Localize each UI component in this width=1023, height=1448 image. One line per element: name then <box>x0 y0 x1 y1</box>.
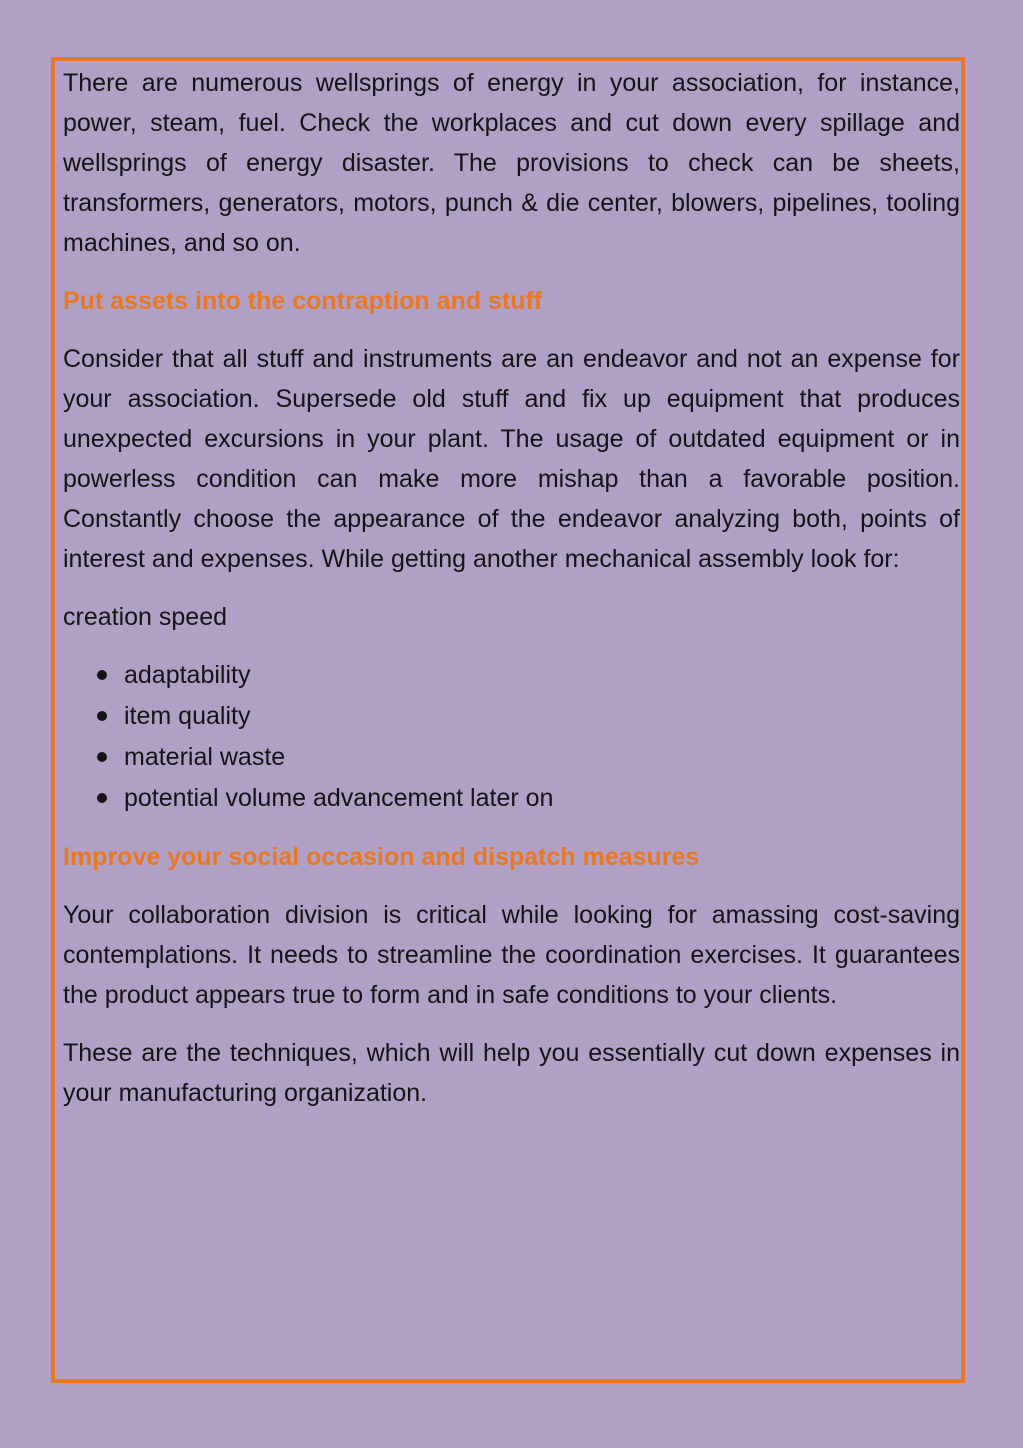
list-item-text: item quality <box>124 702 251 730</box>
bullet-dot-icon <box>97 670 107 680</box>
closing-paragraph: These are the techniques, which will help you essentially cut down expenses in your manufacturing organization. <box>63 1039 960 1107</box>
equipment-paragraph: Consider that all stuff and instruments are an endeavor and not an expense for your association. Supersede old stuff and fix up equipment that produces unexpected excursions in your plant. The usage of outdated equipment or in powerless condition can make more mishap than a favorable position. Constantly choose the appearance of the endeavor analyzing both, points of interest and expenses. While getting another mechanical assembly look for: <box>63 345 960 573</box>
lead-item-creation-speed: creation speed <box>63 603 228 631</box>
list-item-text: material waste <box>124 743 286 771</box>
list-item-text: potential volume advancement later on <box>124 784 554 812</box>
bullet-list <box>63 655 960 819</box>
section-heading-dispatch: Improve your social occasion and dispatch measures <box>63 843 700 871</box>
dispatch-paragraph: Your collaboration division is critical while looking for amassing cost-saving contemplations. It needs to streamline the coordination exercises. It guarantees the product appears true to form and in safe conditions to your clients. <box>63 901 960 1009</box>
intro-paragraph: There are numerous wellsprings of energy in your association, for instance, power, steam, fuel. Check the workplaces and cut down every spillage and wellsprings of energy disaster. The provisions to check can be sheets, transformers, generators, motors, punch & die center, blowers, pipelines, tooling machines, and so on. <box>63 69 960 257</box>
list-item-text: adaptability <box>124 661 251 689</box>
bullet-dot-icon <box>97 711 107 721</box>
list-item <box>63 655 960 696</box>
list-item <box>63 737 960 778</box>
list-item <box>63 696 960 737</box>
section-heading-equipment: Put assets into the contraption and stuff <box>63 287 543 315</box>
bullet-dot-icon <box>97 793 107 803</box>
document-body <box>63 63 960 1113</box>
list-item <box>63 778 960 819</box>
bullet-dot-icon <box>97 752 107 762</box>
